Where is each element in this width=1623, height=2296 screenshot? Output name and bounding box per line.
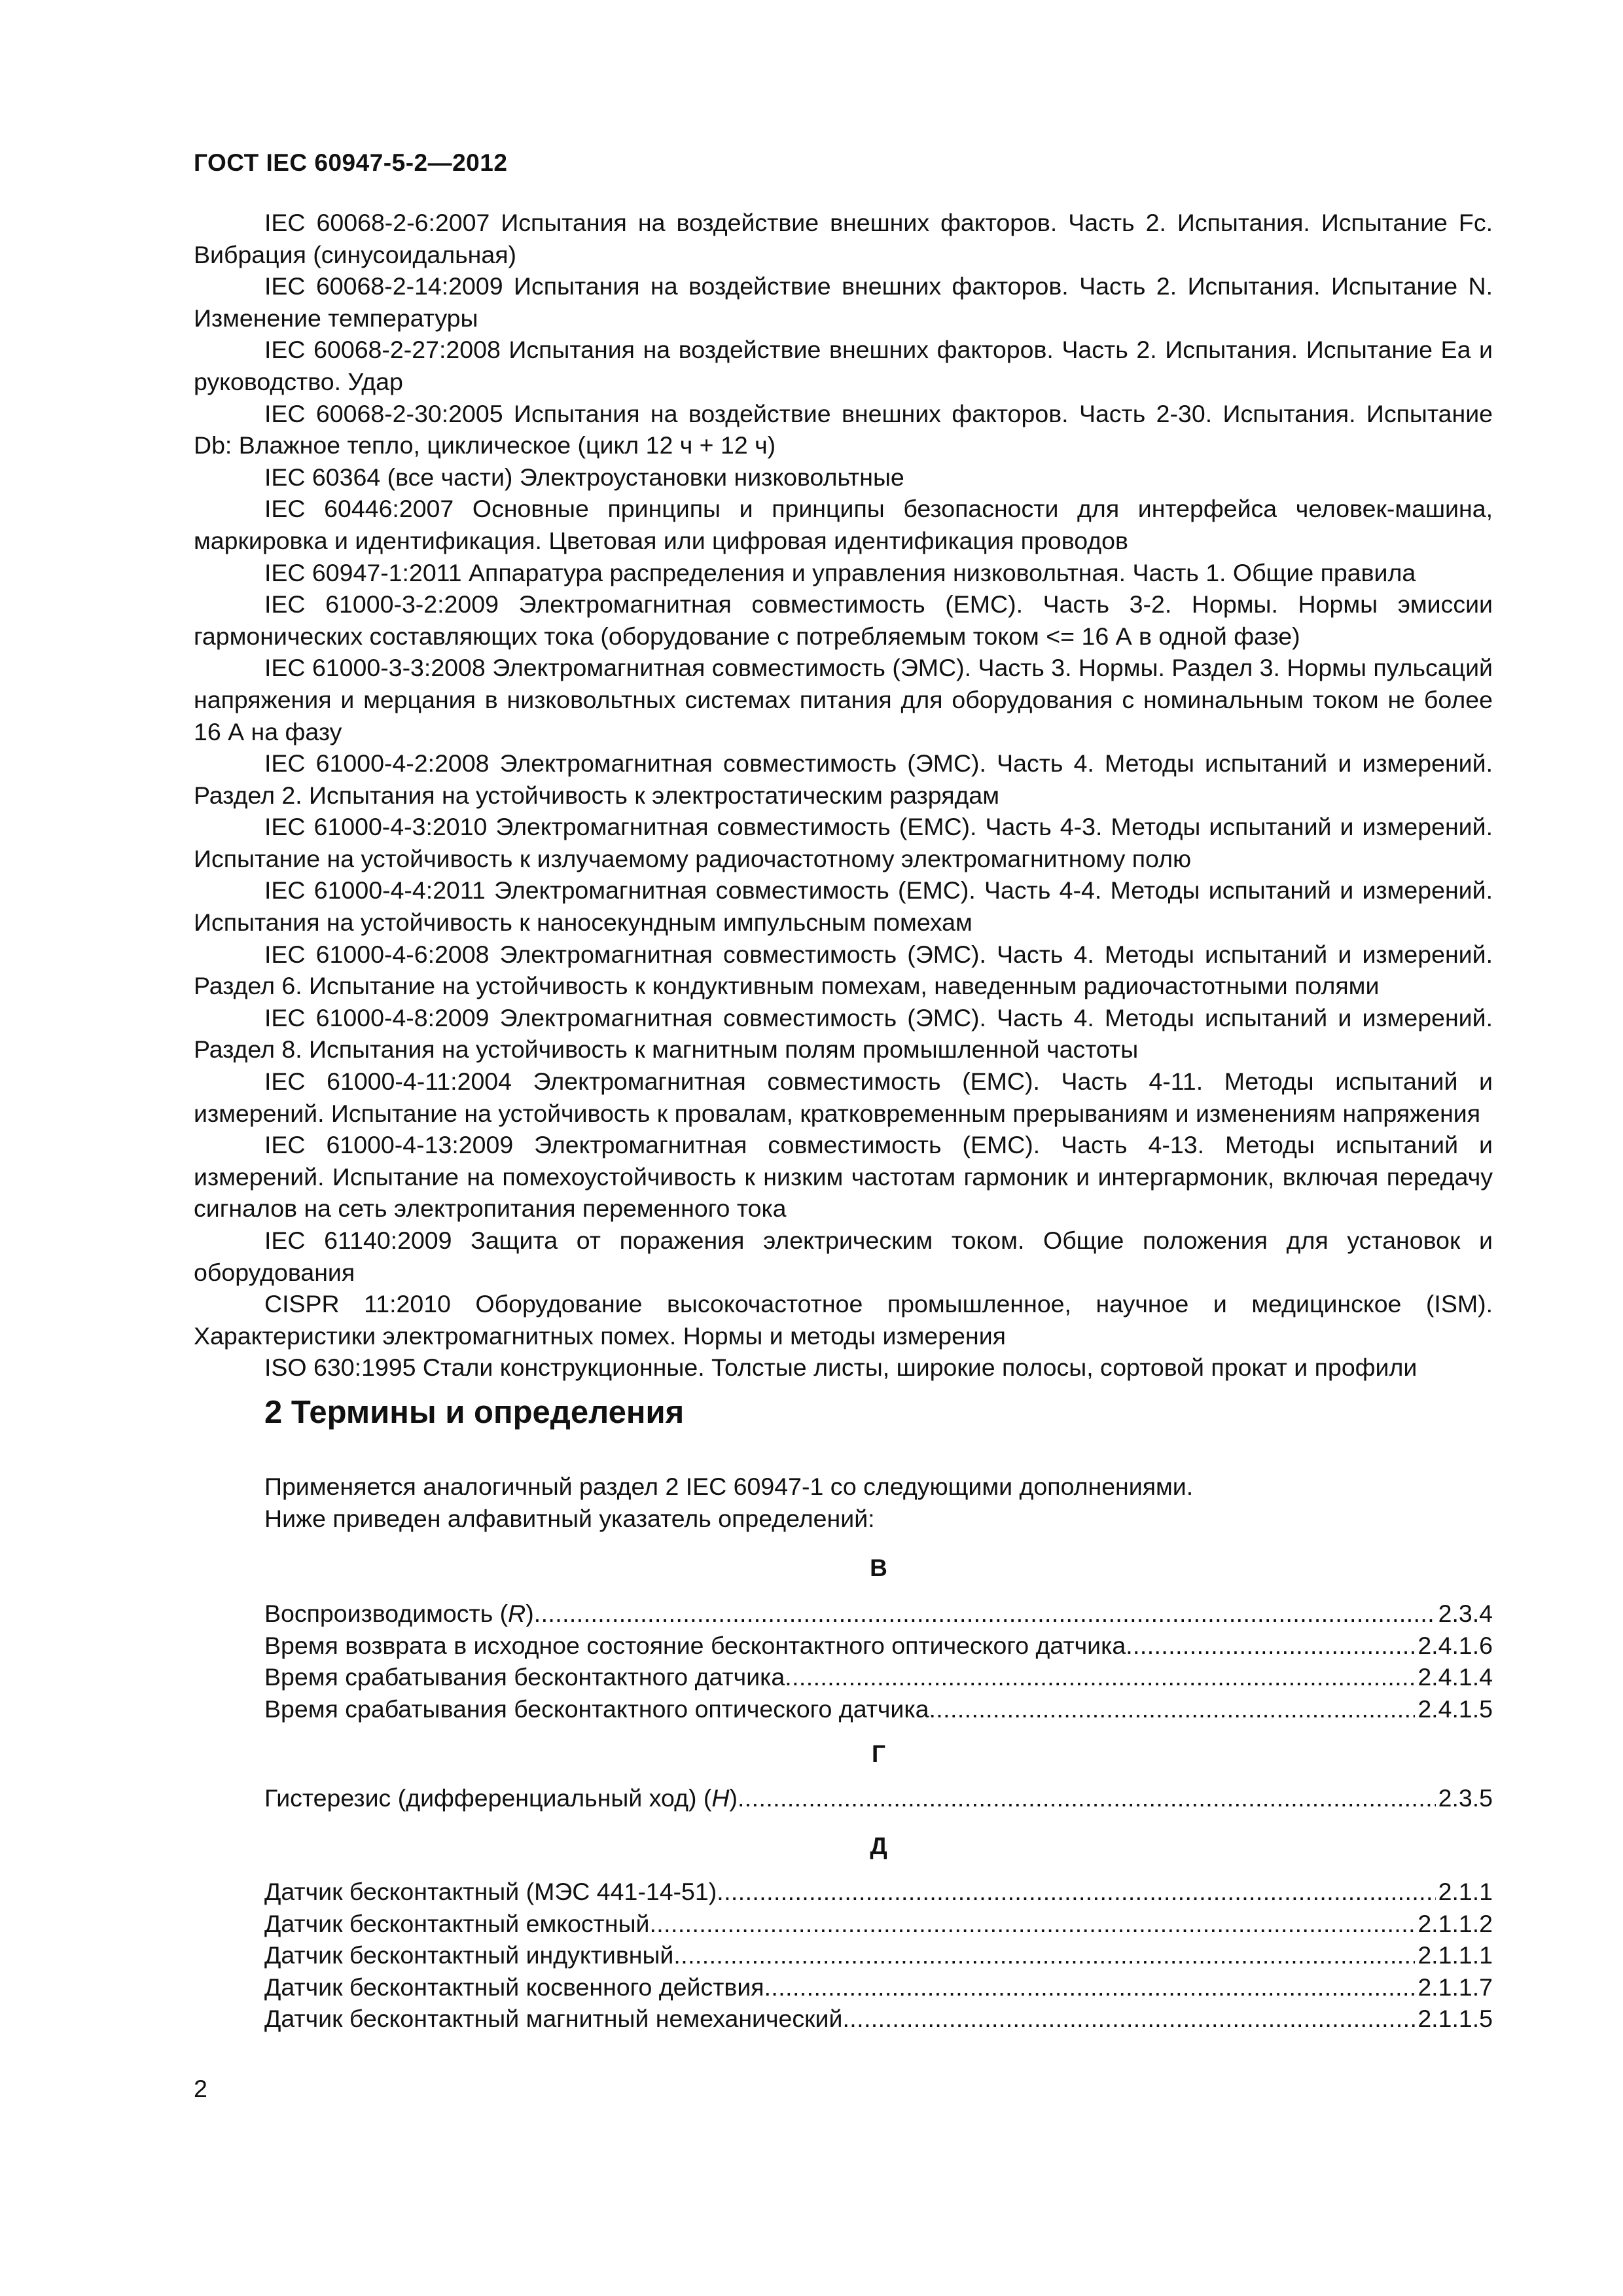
normative-references <box>194 207 1493 1384</box>
index-entry <box>264 1971 1493 2003</box>
reference-item: IEC 60068-2-27:2008 Испытания на воздействие внешних факторов. Часть 2. Испытания. Испытание Еа и руководство. Удар <box>194 336 1493 395</box>
index-group-d <box>264 1876 1493 2035</box>
dot-leader <box>842 2003 1415 2035</box>
index-entry <box>264 2003 1493 2035</box>
index-number: 2.1.1.1 <box>1418 1941 1493 1969</box>
index-entry <box>264 1598 1493 1630</box>
index-term: Датчик бесконтактный емкостный <box>264 1909 650 1937</box>
reference-item: IEC 61000-4-2:2008 Электромагнитная совместимость (ЭМС). Часть 4. Методы испытаний и измерений. Раздел 2. Испытания на устойчивость к электростатическим разрядам <box>194 749 1493 809</box>
dot-leader <box>1126 1630 1415 1662</box>
index-number: 2.1.1.7 <box>1418 1973 1493 2001</box>
index-number: 2.4.1.5 <box>1418 1695 1493 1723</box>
section-intro <box>264 1471 1493 1534</box>
intro-line: Ниже приведен алфавитный указатель определений: <box>264 1504 875 1532</box>
dot-leader <box>534 1598 1436 1630</box>
index-group-v <box>264 1598 1493 1725</box>
index-term: Датчик бесконтактный (МЭС 441-14-51) <box>264 1878 717 1905</box>
index-number: 2.4.1.6 <box>1418 1631 1493 1659</box>
dot-leader <box>764 1971 1416 2003</box>
dot-leader <box>673 1939 1415 1971</box>
index-number: 2.1.1.5 <box>1418 2005 1493 2033</box>
index-number: 2.1.1.2 <box>1418 1909 1493 1937</box>
reference-item: IEC 60068-2-6:2007 Испытания на воздействие внешних факторов. Часть 2. Испытания. Испытание Fc. Вибрация (синусоидальная) <box>194 209 1493 268</box>
dot-leader <box>738 1782 1436 1814</box>
reference-item: ISO 630:1995 Стали конструкционные. Толстые листы, широкие полосы, сортовой прокат и профили <box>264 1354 1418 1382</box>
reference-item: IEC 61000-4-11:2004 Электромагнитная совместимость (ЕМС). Часть 4-11. Методы испытаний и измерений. Испытание на устойчивость к провалам, кратковременным прерываниям и изменениям напряжения <box>194 1067 1493 1127</box>
index-letter-v: В <box>870 1554 887 1581</box>
reference-item: IEC 60068-2-14:2009 Испытания на воздействие внешних факторов. Часть 2. Испытания. Испытание N. Изменение температуры <box>194 272 1493 332</box>
index-number: 2.3.5 <box>1438 1784 1493 1812</box>
page-number: 2 <box>194 2075 207 2102</box>
reference-item: IEC 61000-4-3:2010 Электромагнитная совместимость (ЕМС). Часть 4-3. Методы испытаний и измерений. Испытание на устойчивость к излучаемому радиочастотному электромагнитному полю <box>194 813 1493 872</box>
reference-item: IEC 60068-2-30:2005 Испытания на воздействие внешних факторов. Часть 2-30. Испытания. Испытание Db: Влажное тепло, циклическое (цикл 12 ч + 12 ч) <box>194 399 1493 459</box>
index-term: Гистерезис (дифференциальный ход) (H) <box>264 1784 738 1812</box>
reference-item: IEC 61000-4-6:2008 Электромагнитная совместимость (ЭМС). Часть 4. Методы испытаний и измерений. Раздел 6. Испытание на устойчивость к кондуктивным помехам, наведенным радиочастотными полями <box>194 940 1493 1000</box>
reference-item: IEC 61000-4-13:2009 Электромагнитная совместимость (ЕМС). Часть 4-13. Методы испытаний и измерений. Испытание на помехоустойчивость к низким частотам гармоник и интергармоник, включая передачу сигналов на сеть электропитания переменного тока <box>194 1131 1493 1223</box>
dot-leader <box>929 1693 1415 1725</box>
index-group-g <box>264 1782 1493 1814</box>
document-header: ГОСТ IEC 60947-5-2—2012 <box>194 149 508 176</box>
index-number: 2.3.4 <box>1438 1600 1493 1627</box>
index-term: Время возврата в исходное состояние бесконтактного оптического датчика <box>264 1631 1126 1659</box>
index-number: 2.1.1 <box>1438 1878 1493 1905</box>
index-entry <box>264 1630 1493 1662</box>
reference-item: IEC 61140:2009 Защита от поражения электрическим током. Общие положения для установок и оборудования <box>194 1227 1493 1286</box>
reference-item: IEC 61000-4-8:2009 Электромагнитная совместимость (ЭМС). Часть 4. Методы испытаний и измерений. Раздел 8. Испытания на устойчивость к магнитным полям промышленной частоты <box>194 1003 1493 1064</box>
dot-leader <box>717 1876 1435 1908</box>
reference-item: IEC 61000-3-2:2009 Электромагнитная совместимость (ЕМС). Часть 3-2. Нормы. Нормы эмиссии гармонических составляющих тока (оборудование с потребляемым током <= 16 А в одной фазе) <box>194 590 1493 650</box>
index-letter-g: Г <box>872 1740 885 1767</box>
index-term: Время срабатывания бесконтактного оптического датчика <box>264 1695 929 1723</box>
reference-item: IEC 60364 (все части) Электроустановки низковольтные <box>264 463 904 491</box>
intro-line: Применяется аналогичный раздел 2 IEC 60947-1 со следующими дополнениями. <box>264 1473 1194 1500</box>
index-letter-d: Д <box>870 1833 887 1859</box>
dot-leader <box>785 1661 1415 1693</box>
index-entry <box>264 1876 1493 1908</box>
index-term: Датчик бесконтактный косвенного действия <box>264 1973 764 2001</box>
reference-item: IEC 60947-1:2011 Аппаратура распределения и управления низковольтная. Часть 1. Общие правила <box>264 558 1416 586</box>
dot-leader <box>649 1908 1415 1940</box>
index-entry <box>264 1939 1493 1971</box>
reference-item: IEC 61000-4-4:2011 Электромагнитная совместимость (ЕМС). Часть 4-4. Методы испытаний и измерений. Испытания на устойчивость к наносекундным импульсным помехам <box>194 876 1493 937</box>
index-term: Датчик бесконтактный индуктивный <box>264 1941 674 1969</box>
index-number: 2.4.1.4 <box>1418 1663 1493 1691</box>
reference-item: IEC 60446:2007 Основные принципы и принципы безопасности для интерфейса человек-машина, маркировка и идентификация. Цветовая или цифровая идентификация проводов <box>194 495 1493 554</box>
reference-item: IEC 61000-3-3:2008 Электромагнитная совместимость (ЭМС). Часть 3. Нормы. Раздел 3. Нормы пульсаций напряжения и мерцания в низковольтных системах питания для оборудования с номинальным током не более 16 А на фазу <box>194 654 1493 745</box>
index-entry <box>264 1908 1493 1940</box>
index-entry <box>264 1782 1493 1814</box>
index-term: Воспроизводимость (R) <box>264 1600 534 1627</box>
reference-item: CISPR 11:2010 Оборудование высокочастотное промышленное, научное и медицинское (ISM). Характеристики электромагнитных помех. Нормы и методы измерения <box>194 1290 1493 1350</box>
index-entry <box>264 1661 1493 1693</box>
section-heading: 2 Термины и определения <box>264 1395 685 1430</box>
index-term: Время срабатывания бесконтактного датчика <box>264 1663 785 1691</box>
index-entry <box>264 1693 1493 1725</box>
index-term: Датчик бесконтактный магнитный немеханический <box>264 2005 843 2033</box>
